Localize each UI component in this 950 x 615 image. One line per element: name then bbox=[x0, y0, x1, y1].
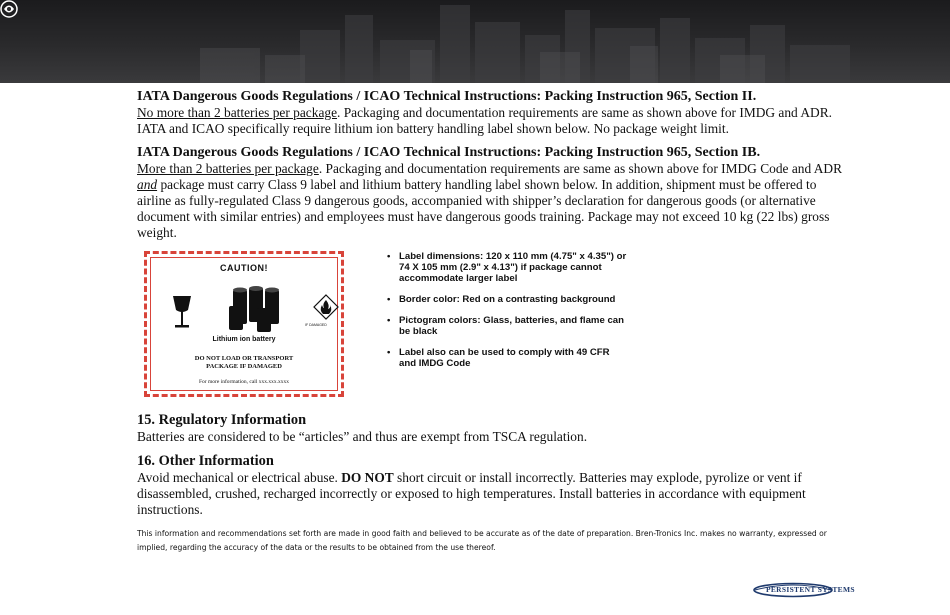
if-damaged-caption: IF DAMAGED bbox=[305, 323, 327, 327]
section-heading: 16. Other Information bbox=[137, 453, 274, 469]
label-note bbox=[387, 347, 627, 369]
bold-text: DO NOT bbox=[341, 470, 394, 485]
warning-line: PACKAGE IF DAMAGED bbox=[206, 363, 282, 370]
section-965-IB bbox=[137, 145, 847, 241]
company-name: PERSISTENT SYSTEMS bbox=[766, 585, 855, 594]
section-heading: IATA Dangerous Goods Regulations / ICAO Technical Instructions: Packing Instruction 965, Section IB. bbox=[137, 145, 761, 160]
paragraph-text: short circuit or install incorrectly. Batteries may explode, pyrolize or vent if disassembled, crushed, recharged incorrectly or exposed to high temperatures. Install batteries in accordance with equipment instructions. bbox=[137, 470, 806, 517]
section-paragraph bbox=[137, 470, 847, 518]
paragraph-text: package must carry Class 9 label and lithium battery handling label shown below. In addition, shipment must be offered to airline as fully-regulated Class 9 dangerous goods, accompanied with shipper’s declaration for dangerous goods (or alternative document with similar entries) and employees must have dangerous goods training. Package may not exceed 10 kg (22 lbs) gross weight. bbox=[137, 177, 830, 240]
note-text: Border color: Red on a contrasting background bbox=[399, 294, 616, 305]
warning-line: DO NOT LOAD OR TRANSPORT bbox=[194, 355, 294, 362]
paragraph-text: . Packaging and documentation requirements are same as shown above for IMDG Code and ADR bbox=[318, 161, 843, 176]
company-swirl-icon bbox=[0, 0, 18, 18]
label-warning bbox=[147, 355, 341, 371]
label-notes-list bbox=[387, 251, 627, 379]
handling-label bbox=[144, 251, 344, 397]
section-paragraph bbox=[137, 161, 847, 241]
bullet: • bbox=[387, 347, 391, 358]
label-note bbox=[387, 294, 627, 305]
underlined-text: No more than 2 batteries per package bbox=[137, 105, 338, 120]
other-info-section bbox=[137, 453, 847, 518]
paragraph-text: . Packaging and documentation requirements are same as shown above for IMDG and ADR. IATA and ICAO specifically require lithium ion battery handling label shown below. No package weight limit. bbox=[137, 105, 832, 136]
battery-type-text: Lithium ion battery bbox=[212, 336, 276, 343]
batteries-icon bbox=[227, 286, 289, 332]
emphasis-text: and bbox=[137, 177, 158, 192]
note-text: Label dimensions: 120 x 110 mm (4.75" x 4.35") or 74 X 105 mm (2.9" x 4.13") if package cannot accommodate larger label bbox=[399, 251, 627, 284]
section-heading: 15. Regulatory Information bbox=[137, 412, 307, 428]
section-965-II bbox=[137, 89, 847, 137]
header-banner bbox=[0, 0, 950, 83]
lithium-label-figure bbox=[137, 249, 847, 406]
section-heading: IATA Dangerous Goods Regulations / ICAO Technical Instructions: Packing Instruction 965, Section II. bbox=[137, 89, 757, 104]
section-paragraph: Batteries are considered to be “articles” and thus are exempt from TSCA regulation. bbox=[137, 429, 588, 444]
document-body bbox=[137, 89, 847, 555]
label-note bbox=[387, 251, 627, 284]
flame-icon bbox=[313, 294, 339, 322]
bullet: • bbox=[387, 315, 391, 326]
label-caution: CAUTION! bbox=[220, 263, 268, 273]
city-skyline-graphic bbox=[0, 0, 950, 83]
note-text: Label also can be used to comply with 49 CFR and IMDG Code bbox=[399, 347, 610, 369]
underlined-text: More than 2 batteries per package bbox=[137, 161, 319, 176]
label-note bbox=[387, 315, 627, 337]
bullet: • bbox=[387, 251, 391, 262]
note-text: Pictogram colors: Glass, batteries, and flame can be black bbox=[399, 315, 624, 337]
fragile-glass-icon bbox=[171, 294, 193, 330]
regulatory-section bbox=[137, 412, 847, 445]
bullet: • bbox=[387, 294, 391, 305]
section-paragraph bbox=[137, 105, 847, 137]
disclaimer: This information and recommendations set forth are made in good faith and believed to be accurate as of the date of preparation. Bren-Tronics Inc. makes no warranty, expressed or implied, regarding the accuracy of the data or the results to be obtained from the use thereof. bbox=[137, 529, 827, 552]
label-info-line: For more information, call xxx.xxx.xxxx bbox=[199, 379, 289, 385]
paragraph-text: Avoid mechanical or electrical abuse. bbox=[137, 470, 342, 485]
